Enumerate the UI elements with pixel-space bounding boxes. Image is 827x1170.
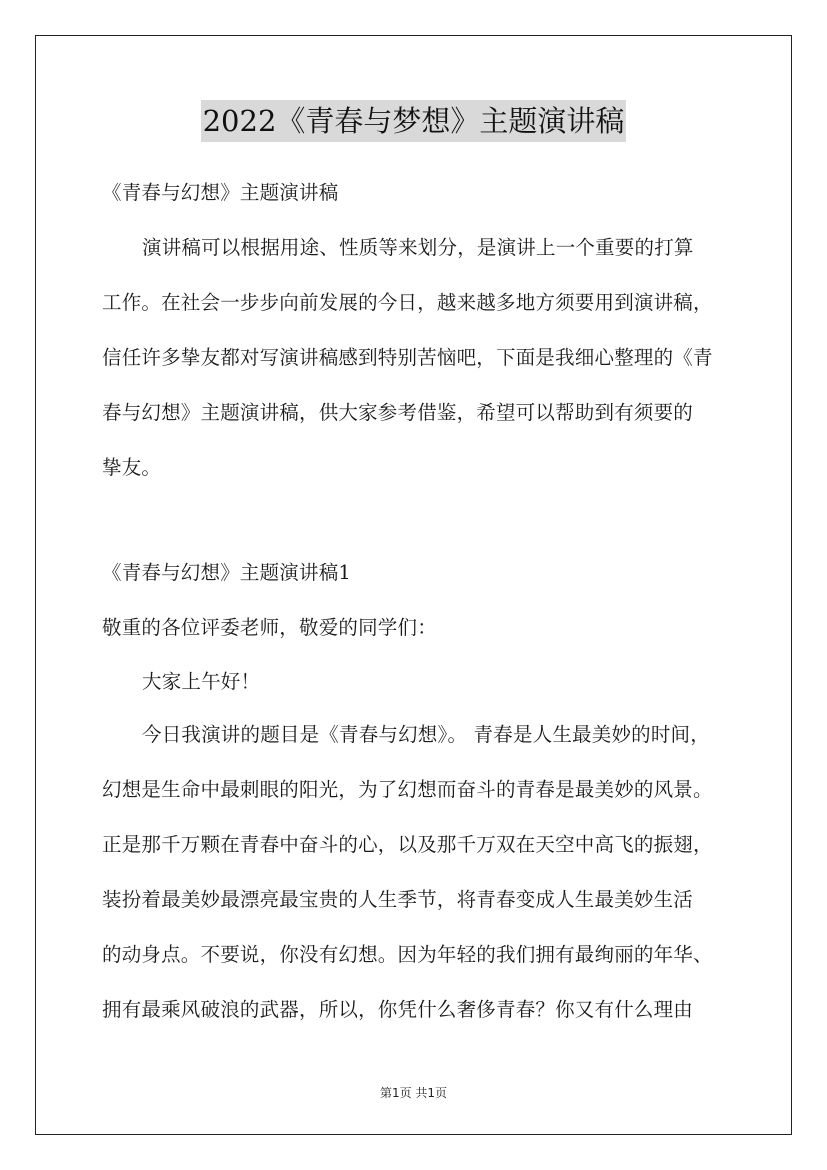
intro-line: 工作。在社会一步步向前发展的今日，越来越多地方须要用到演讲稿， (102, 291, 713, 314)
intro-line: 挚友。 (102, 456, 162, 479)
body-line: 今日我演讲的题目是《青春与幻想》。 青春是人生最美妙的时间， (142, 723, 710, 746)
greeting: 大家上午好！ (142, 670, 261, 693)
intro-line: 演讲稿可以根据用途、性质等来划分，是演讲上一个重要的打算 (142, 236, 694, 259)
body-line: 幻想是生命中最刺眼的阳光，为了幻想而奋斗的青春是最美妙的风景。 (102, 778, 713, 801)
body-line: 装扮着最美妙最漂亮最宝贵的人生季节，将青春变成人生最美妙生活 (102, 888, 694, 911)
body-line: 正是那千万颗在青春中奋斗的心，以及那千万双在天空中高飞的振翅， (102, 833, 713, 856)
document-title: 2022《青春与梦想》主题演讲稿 (201, 100, 627, 142)
intro-line: 信任许多挚友都对写演讲稿感到特别苦恼吧，下面是我细心整理的《青 (102, 346, 713, 369)
section-heading: 《青春与幻想》主题演讲稿1 (102, 561, 352, 584)
subtitle: 《青春与幻想》主题演讲稿 (102, 181, 339, 204)
page-footer: 第1页 共1页 (379, 1086, 448, 1100)
intro-line: 春与幻想》主题演讲稿，供大家参考借鉴，希望可以帮助到有须要的 (102, 401, 694, 424)
body-line: 拥有最乘风破浪的武器，所以，你凭什么奢侈青春？你又有什么理由 (102, 998, 694, 1021)
body-line: 的动身点。不要说，你没有幻想。因为年轻的我们拥有最绚丽的年华、 (102, 943, 713, 966)
salutation: 敬重的各位评委老师，敬爱的同学们： (102, 616, 437, 639)
title-container (0, 100, 827, 142)
